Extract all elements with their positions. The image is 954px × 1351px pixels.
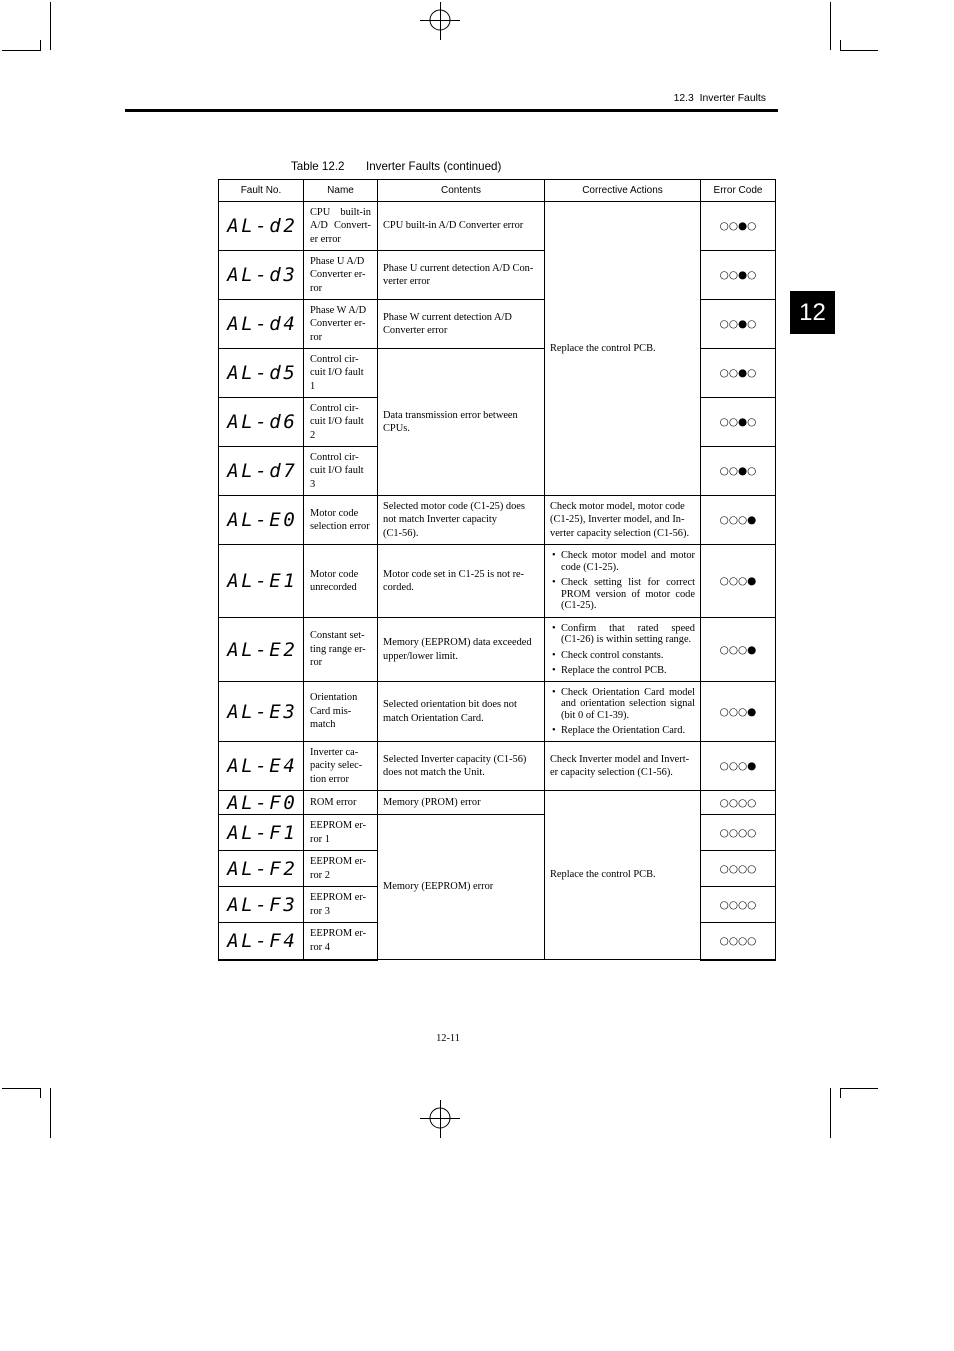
list-item: [551, 550, 695, 573]
fault-no-cell: AL-d5: [219, 349, 304, 398]
table-caption: [291, 159, 501, 175]
fault-no-cell: AL-E2: [219, 618, 304, 682]
corrective-actions-list: [551, 550, 695, 611]
error-code-cell: ○○○●: [701, 742, 776, 791]
crop-mark-top-left: [2, 2, 51, 51]
corrective-actions-cell: Replace the control PCB.: [545, 202, 701, 496]
list-item-text: [561, 665, 695, 677]
contents-cell: Phase W current detection A/D Converter error: [378, 300, 545, 349]
error-code-cell: ○○●○: [701, 300, 776, 349]
corrective-actions-list: [551, 687, 695, 737]
error-code-cell: ○○○○: [701, 851, 776, 887]
contents-cell: Phase U current detection A/D Con- verter error: [378, 251, 545, 300]
corrective-actions-cell: Check motor model, motor code (C1-25), Inverter model, and In- verter capacity selection (C1-56).: [545, 496, 701, 545]
error-code-cell: ○○○●: [701, 545, 776, 618]
list-item-text: [561, 687, 695, 722]
error-code-cell: ○○●○: [701, 447, 776, 496]
contents-cell: Selected orientation bit does not match Orientation Card.: [378, 682, 545, 742]
fault-no-cell: AL-d4: [219, 300, 304, 349]
fault-no-cell: AL-F3: [219, 887, 304, 923]
name-cell: Motor code selection error: [304, 496, 378, 545]
table-caption-label: Table 12.2: [291, 160, 345, 173]
error-code-cell: ○○○○: [701, 887, 776, 923]
running-header: 12.3 Inverter Faults: [673, 93, 766, 104]
text-line: (C1-25).: [561, 600, 597, 612]
corrective-actions-cell: [545, 618, 701, 682]
list-item-text: [561, 577, 695, 612]
table-row: [219, 618, 776, 682]
table-body: [219, 180, 776, 960]
contents-cell: Selected motor code (C1-25) does not match Inverter capacity (C1-56).: [378, 496, 545, 545]
name-cell: Phase U A/D Converter er- ror: [304, 251, 378, 300]
text-line: code (C1-25).: [561, 561, 619, 573]
name-cell: EEPROM er- ror 4: [304, 923, 378, 960]
name-cell: Orientation Card mis- match: [304, 682, 378, 742]
table-row: [219, 545, 776, 618]
text-line: (C1-26) is within setting range.: [561, 634, 692, 646]
list-item-text: [561, 725, 695, 737]
corrective-actions-cell: Check Inverter model and Invert- er capacity selection (C1-56).: [545, 742, 701, 791]
error-code-cell: ○○○●: [701, 496, 776, 545]
registration-mark-bottom: [420, 1100, 460, 1138]
text-line: • Confirm that rated speed: [561, 622, 695, 634]
list-item: [551, 725, 695, 737]
fault-no-cell: AL-F4: [219, 923, 304, 960]
fault-no-cell: AL-d3: [219, 251, 304, 300]
text-line: • Check motor model and motor: [561, 550, 695, 562]
corrective-actions-cell: Replace the control PCB.: [545, 791, 701, 960]
error-code-cell: ○○○●: [701, 618, 776, 682]
fault-no-cell: AL-d2: [219, 202, 304, 251]
contents-cell: CPU built-in A/D Converter error: [378, 202, 545, 251]
name-cell: EEPROM er- ror 1: [304, 815, 378, 851]
list-item: [551, 623, 695, 646]
text-line: • Replace the control PCB.: [561, 664, 667, 676]
fault-no-cell: AL-F1: [219, 815, 304, 851]
crop-mark-top-right: [831, 2, 879, 51]
contents-cell: Motor code set in C1-25 is not re- corded.: [378, 545, 545, 618]
corrective-actions-cell: [545, 682, 701, 742]
text-line: • Replace the Orientation Card.: [561, 724, 686, 736]
header-rule: [125, 109, 778, 112]
table-row: [219, 496, 776, 545]
text-line: CPU built-in: [310, 206, 371, 218]
list-item: [551, 650, 695, 662]
list-item: [551, 665, 695, 677]
name-cell: Control cir- cuit I/O fault 2: [304, 398, 378, 447]
text-line: (bit 0 of C1-39).: [561, 709, 630, 721]
corrective-actions-cell: [545, 545, 701, 618]
contents-cell: Data transmission error between CPUs.: [378, 349, 545, 496]
chapter-tab: 12: [790, 291, 835, 334]
fault-no-cell: AL-E3: [219, 682, 304, 742]
table-row: [219, 742, 776, 791]
name-cell: Phase W A/D Converter er- ror: [304, 300, 378, 349]
fault-no-cell: AL-d7: [219, 447, 304, 496]
error-code-cell: ○○●○: [701, 349, 776, 398]
error-code-cell: ○○●○: [701, 202, 776, 251]
name-cell: Control cir- cuit I/O fault 1: [304, 349, 378, 398]
list-item-text: [561, 550, 695, 573]
list-item: [551, 577, 695, 612]
fault-no-cell: AL-F0: [219, 791, 304, 815]
registration-crosshair: [420, 2, 460, 40]
fault-no-cell: AL-F2: [219, 851, 304, 887]
column-header-error-code: Error Code: [701, 180, 776, 202]
error-code-cell: ○○○●: [701, 682, 776, 742]
name-cell: Motor code unrecorded: [304, 545, 378, 618]
fault-no-cell: AL-E1: [219, 545, 304, 618]
text-line: PROM version of motor code: [561, 588, 695, 600]
name-cell: ROM error: [304, 791, 378, 815]
name-cell: EEPROM er- ror 2: [304, 851, 378, 887]
column-header-name: Name: [304, 180, 378, 202]
text-line: • Check setting list for correct: [561, 576, 695, 588]
text-line: A/D Convert-: [310, 220, 371, 232]
list-item: [551, 687, 695, 722]
error-code-cell: ○○●○: [701, 251, 776, 300]
table-row: [219, 791, 776, 815]
table-caption-title: Inverter Faults (continued): [366, 160, 502, 173]
page-number: 12-11: [436, 1033, 460, 1044]
error-code-cell: ○○○○: [701, 815, 776, 851]
table-header-row: [219, 180, 776, 202]
crop-mark-bottom-right: [831, 1088, 879, 1138]
name-cell: Inverter ca- pacity selec- tion error: [304, 742, 378, 791]
name-cell: EEPROM er- ror 3: [304, 887, 378, 923]
contents-cell: Memory (EEPROM) error: [378, 815, 545, 960]
name-cell: Constant set- ting range er- ror: [304, 618, 378, 682]
contents-cell: Selected Inverter capacity (C1-56) does not match the Unit.: [378, 742, 545, 791]
contents-cell: Memory (EEPROM) data exceeded upper/lower limit.: [378, 618, 545, 682]
error-code-cell: ○○○○: [701, 923, 776, 960]
crop-mark-bottom-left: [2, 1088, 51, 1138]
name-cell: [304, 202, 378, 251]
error-code-cell: ○○●○: [701, 398, 776, 447]
text-line: • Check Orientation Card model: [561, 686, 695, 698]
contents-cell: Memory (PROM) error: [378, 791, 545, 815]
text-line: and orientation selection signal: [561, 698, 695, 710]
table-row: [219, 682, 776, 742]
fault-no-cell: AL-E0: [219, 496, 304, 545]
name-cell: Control cir- cuit I/O fault 3: [304, 447, 378, 496]
text-line: • Check control constants.: [561, 649, 664, 661]
registration-crosshair: [420, 1100, 460, 1138]
fault-no-cell: AL-d6: [219, 398, 304, 447]
text-line: er error: [310, 233, 341, 245]
table-row: [219, 202, 776, 251]
corrective-actions-list: [551, 623, 695, 676]
list-item-text: [561, 623, 695, 646]
fault-no-cell: AL-E4: [219, 742, 304, 791]
column-header-fault-no: Fault No.: [219, 180, 304, 202]
inverter-faults-table: [218, 179, 776, 961]
column-header-corrective-actions: Corrective Actions: [545, 180, 701, 202]
column-header-contents: Contents: [378, 180, 545, 202]
error-code-cell: ○○○○: [701, 791, 776, 815]
list-item-text: [561, 650, 695, 662]
registration-mark-top: [420, 2, 460, 40]
